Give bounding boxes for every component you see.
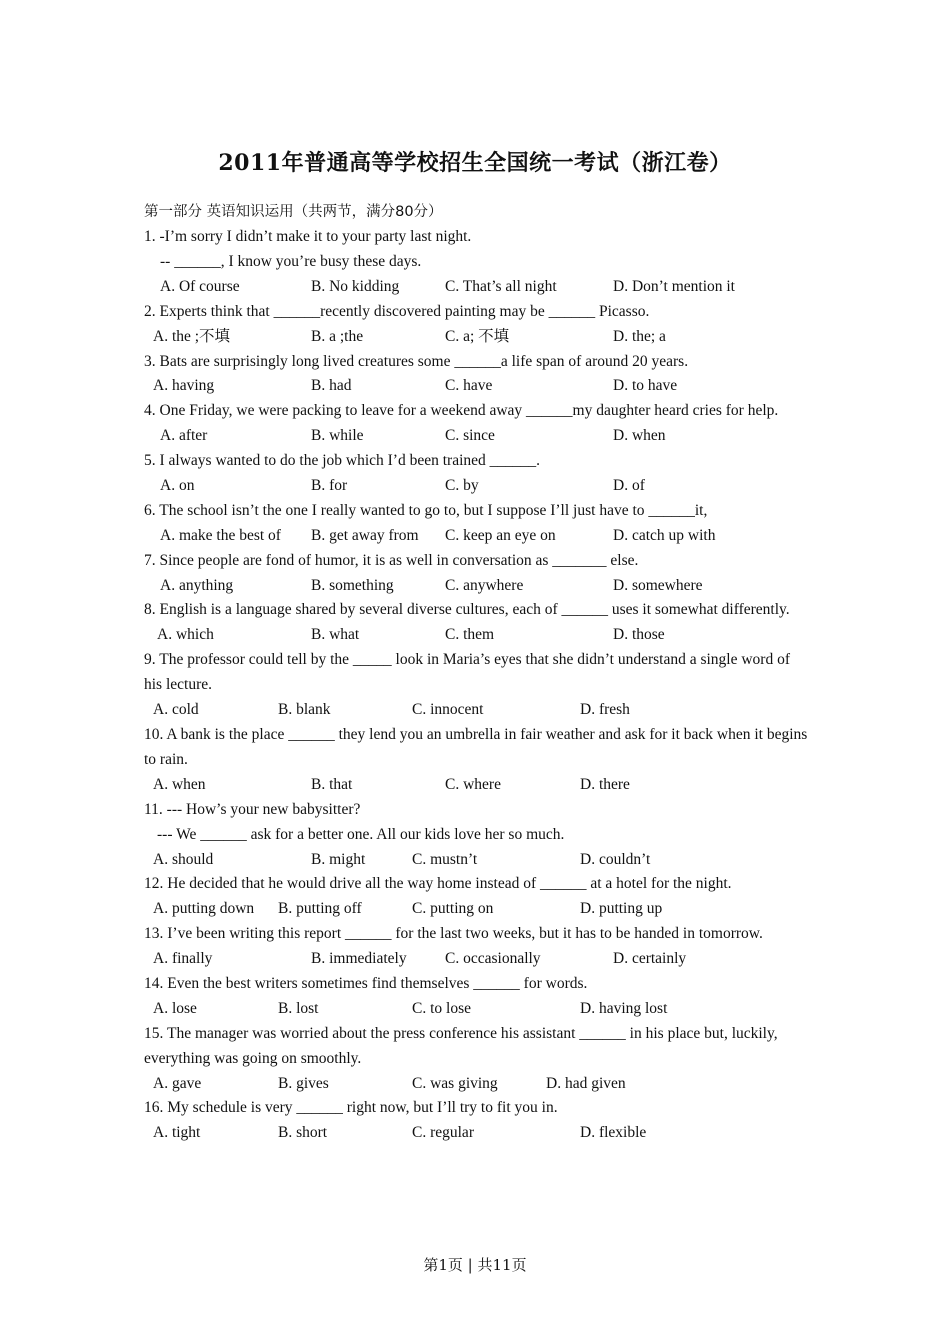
question-stem: 16. My schedule is very ______ right now, but I’ll try to fit you in. [144, 1099, 558, 1117]
option-a: A. gave [153, 1074, 202, 1092]
option-a: A. on [160, 477, 195, 494]
question-stem: 14. Even the best writers sometimes find themselves ______ for words. [144, 974, 588, 992]
option-c: C. where [445, 775, 501, 793]
option-c: C. innocent [412, 701, 484, 719]
option-d: D. the; a [613, 327, 666, 345]
option-a: A. the ;不填 [153, 327, 231, 345]
answer-options [144, 897, 809, 922]
answer-options [144, 325, 809, 350]
option-d: D. Don’t mention it [613, 277, 735, 295]
answer-options [144, 1072, 809, 1097]
option-c: C. them [445, 626, 495, 644]
option-d: D. fresh [580, 701, 630, 719]
answer-options [144, 623, 809, 648]
option-a: A. when [153, 775, 206, 793]
option-c: C. That’s all night [445, 277, 557, 295]
question-stem: 1. -I’m sorry I didn’t make it to your party last night. [144, 228, 472, 245]
option-c: C. regular [412, 1124, 474, 1142]
option-d: D. certainly [613, 950, 687, 968]
answer-options [144, 275, 809, 300]
option-a: A. which [157, 626, 214, 644]
answer-options [144, 424, 809, 449]
question-10 [144, 723, 809, 798]
option-a: A. cold [153, 701, 199, 719]
option-b: B. short [278, 1124, 328, 1142]
option-a: A. should [153, 850, 214, 868]
option-c: C. putting on [412, 900, 494, 918]
question-15 [144, 1022, 809, 1097]
option-c: C. a; 不填 [445, 327, 510, 345]
option-c: C. occasionally [445, 950, 541, 968]
question-2 [144, 300, 809, 350]
option-b: B. something [311, 576, 394, 594]
option-b: B. what [311, 626, 360, 644]
question-stem: 2. Experts think that ______recently discovered painting may be ______ Picasso. [144, 302, 650, 320]
answer-options [144, 848, 809, 873]
option-a: A. putting down [153, 900, 255, 918]
option-c: C. by [445, 477, 479, 494]
answer-options [144, 524, 809, 549]
option-a: A. Of course [160, 277, 240, 295]
question-3 [144, 350, 809, 400]
section-heading: 第一部分 英语知识运用（共两节，满分80分） [144, 204, 443, 220]
answer-options [144, 997, 809, 1022]
question-4 [144, 399, 809, 449]
option-b: B. might [311, 850, 366, 868]
option-b: B. a ;the [311, 327, 364, 345]
question-stem: 4. One Friday, we were packing to leave for a weekend away ______my daughter heard cries for help. [144, 402, 779, 420]
option-b: B. had [311, 377, 352, 395]
question-stem: --- We ______ ask for a better one. All our kids love her so much. [157, 825, 565, 843]
option-a: A. make the best of [160, 526, 281, 544]
option-b: B. immediately [311, 950, 407, 968]
option-c: C. mustn’t [412, 850, 478, 868]
option-d: D. those [613, 626, 665, 644]
answer-options [144, 1121, 809, 1146]
question-14 [144, 972, 809, 1022]
option-d: D. to have [613, 377, 678, 395]
answer-options [144, 374, 809, 399]
option-d: D. somewhere [613, 576, 703, 594]
page-footer: 第1页 | 共11页 [423, 1256, 527, 1274]
option-c: C. have [445, 377, 493, 395]
option-c: C. keep an eye on [445, 526, 556, 544]
option-b: B. blank [278, 701, 331, 719]
option-d: D. having lost [580, 999, 668, 1017]
option-c: C. since [445, 427, 495, 445]
answer-options [144, 474, 809, 499]
answer-options [144, 947, 809, 972]
option-a: A. anything [160, 576, 234, 594]
question-5 [144, 449, 809, 499]
question-stem: 6. The school isn’t the one I really wanted to go to, but I suppose I’ll just have to ______it, [144, 501, 708, 519]
question-stem: 11. --- How’s your new babysitter? [144, 800, 361, 818]
option-c: C. was giving [412, 1074, 498, 1092]
question-stem: 5. I always wanted to do the job which I’d been trained ______. [144, 452, 541, 470]
question-stem: 13. I’ve been writing this report ______ for the last two weeks, but it has to be handed in tomorrow. [144, 925, 763, 943]
option-c: C. to lose [412, 999, 471, 1017]
answer-options [144, 773, 809, 798]
question-stem: 3. Bats are surprisingly long lived creatures some ______a life span of around 20 years. [144, 352, 689, 370]
option-c: C. anywhere [445, 576, 524, 594]
option-a: A. finally [153, 950, 213, 968]
question-7 [144, 549, 809, 599]
option-b: B. putting off [278, 900, 362, 918]
answer-options [144, 574, 809, 599]
option-d: D. of [613, 477, 645, 494]
option-b: B. get away from [311, 526, 419, 544]
option-d: D. catch up with [613, 526, 716, 544]
question-stem: 9. The professor could tell by the _____ look in Maria’s eyes that she didn’t understand a single word of his lecture. [144, 651, 790, 694]
question-12 [144, 872, 809, 922]
question-6 [144, 499, 809, 549]
question-stem: 12. He decided that he would drive all the way home instead of ______ at a hotel for the night. [144, 875, 732, 893]
question-9 [144, 648, 809, 723]
option-a: A. lose [153, 999, 197, 1017]
question-stem: 7. Since people are fond of humor, it is as well in conversation as _______ else. [144, 551, 639, 569]
page-title: 2011年普通高等学校招生全国统一考试（浙江卷） [218, 150, 732, 176]
question-16 [144, 1096, 809, 1146]
option-b: B. gives [278, 1074, 329, 1092]
question-8 [144, 598, 809, 648]
exam-content [144, 200, 809, 1146]
option-d: D. had given [546, 1074, 626, 1092]
option-d: D. when [613, 427, 666, 445]
option-b: B. lost [278, 999, 319, 1017]
option-b: B. No kidding [311, 277, 400, 295]
question-stem: 8. English is a language shared by several diverse cultures, each of ______ uses it somewhat differently. [144, 601, 790, 619]
option-b: B. that [311, 775, 353, 793]
option-a: A. having [153, 377, 215, 395]
option-b: B. while [311, 427, 364, 445]
answer-options [144, 698, 809, 723]
question-11 [144, 798, 809, 873]
option-b: B. for [311, 477, 348, 494]
question-stem: -- ______, I know you’re busy these days. [160, 252, 422, 270]
option-d: D. flexible [580, 1124, 647, 1142]
option-d: D. couldn’t [580, 850, 651, 868]
option-a: A. after [160, 427, 208, 445]
question-stem: 15. The manager was worried about the press conference his assistant ______ in his place but, luckily, everything was going on smoothly. [144, 1024, 778, 1067]
question-13 [144, 922, 809, 972]
option-d: D. putting up [580, 900, 663, 918]
option-a: A. tight [153, 1124, 201, 1142]
question-1 [144, 225, 809, 300]
option-d: D. there [580, 775, 630, 793]
question-stem: 10. A bank is the place ______ they lend you an umbrella in fair weather and ask for it back when it begins to rain. [144, 725, 808, 768]
